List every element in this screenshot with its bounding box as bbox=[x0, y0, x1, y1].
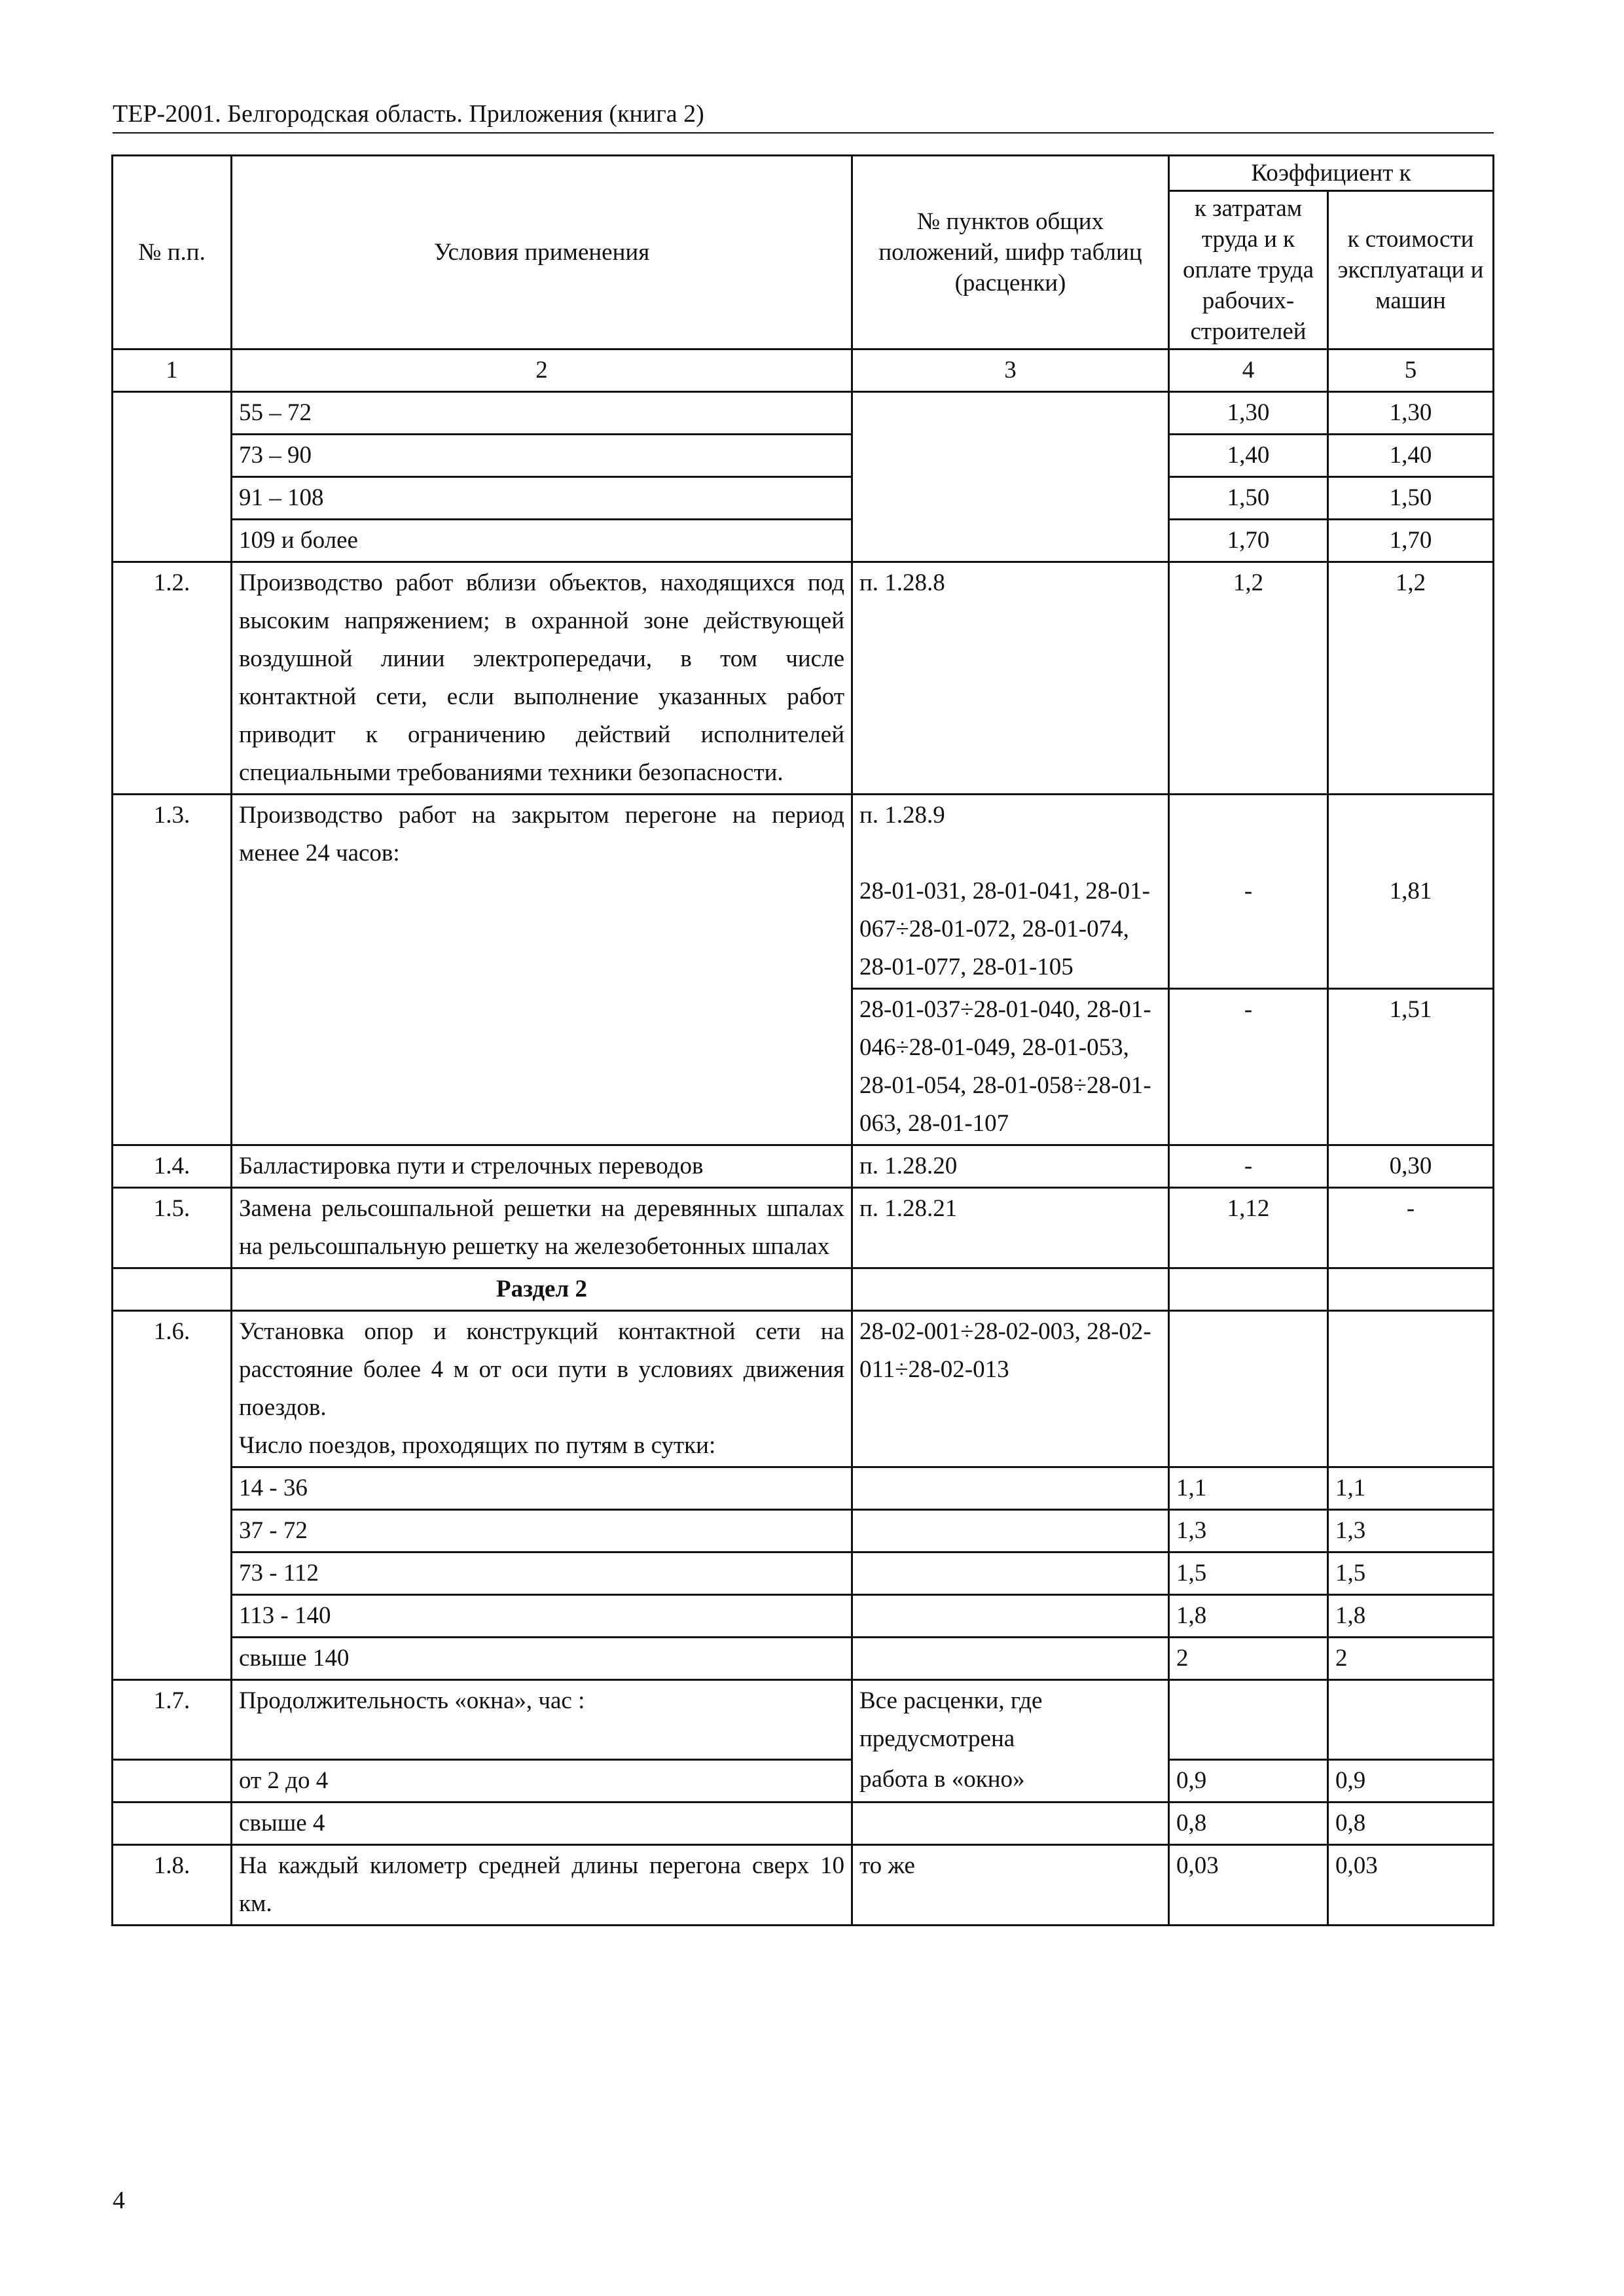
col-number: 3 bbox=[852, 350, 1169, 392]
row-coef-machines: 1,51 bbox=[1328, 989, 1494, 1145]
table-row bbox=[113, 1802, 1494, 1844]
column-number-row bbox=[113, 350, 1494, 392]
row-coef-machines bbox=[1328, 1680, 1494, 1760]
row-num bbox=[113, 392, 232, 562]
page-number: 4 bbox=[113, 2187, 125, 2214]
coefficients-table bbox=[111, 154, 1494, 1926]
row-ref: п. 1.28.21 bbox=[852, 1188, 1169, 1268]
row-condition: свыше 140 bbox=[232, 1638, 852, 1680]
header-row bbox=[113, 156, 1494, 191]
row-coef-labor: 0,03 bbox=[1169, 1844, 1328, 1925]
row-condition bbox=[232, 1311, 852, 1467]
table-row bbox=[113, 1595, 1494, 1638]
row-num bbox=[113, 1802, 232, 1844]
col-number: 2 bbox=[232, 350, 852, 392]
row-condition-text: Установка опор и конструкций контактной сети на расстояние более 4 м от оси пути в условиях движения поездов. bbox=[239, 1318, 844, 1421]
row-coef-labor: 1,12 bbox=[1169, 1188, 1328, 1268]
row-coef-labor: 0,9 bbox=[1169, 1759, 1328, 1802]
row-ref bbox=[852, 1268, 1169, 1311]
row-ref: то же bbox=[852, 1844, 1169, 1925]
row-ref: работа в «окно» bbox=[852, 1759, 1169, 1802]
row-ref bbox=[852, 392, 1169, 562]
row-coef-labor: 1,8 bbox=[1169, 1595, 1328, 1638]
table-row bbox=[113, 1467, 1494, 1510]
table-row bbox=[113, 1510, 1494, 1552]
row-coef-labor: 1,40 bbox=[1169, 435, 1328, 477]
row-coef-machines: 1,40 bbox=[1328, 435, 1494, 477]
row-coef-labor bbox=[1169, 1680, 1328, 1760]
table-row bbox=[113, 1638, 1494, 1680]
row-num: 1.3. bbox=[113, 795, 232, 1145]
table-row bbox=[113, 1311, 1494, 1467]
row-coef-machines: 1,5 bbox=[1328, 1552, 1494, 1595]
row-condition: Замена рельсошпальной решетки на деревянных шпалах на рельсошпальную решетку на железобетонных шпалах bbox=[232, 1188, 852, 1268]
table-row bbox=[113, 435, 1494, 477]
page-header: ТЕР-2001. Белгородская область. Приложения (книга 2) bbox=[113, 98, 1494, 134]
header-coef-machines: к стоимости эксплуатаци и машин bbox=[1328, 191, 1494, 350]
row-coef-machines bbox=[1328, 1268, 1494, 1311]
row-condition: Производство работ вблизи объектов, находящихся под высоким напряжением; в охранной зоне действующей воздушной линии электропередачи, в том числе контактной сети, если выполнение указанных работ приводит к ограничению действий исполнителей специальными требованиями техники безопасности. bbox=[232, 562, 852, 795]
table-row bbox=[113, 1844, 1494, 1925]
row-coef-machines: 1,50 bbox=[1328, 477, 1494, 520]
row-coef-machines: 0,03 bbox=[1328, 1844, 1494, 1925]
row-ref-main: п. 1.28.9 bbox=[859, 802, 945, 829]
header-num: № п.п. bbox=[113, 156, 232, 350]
row-ref bbox=[852, 1552, 1169, 1595]
row-condition: 91 – 108 bbox=[232, 477, 852, 520]
row-coef-machines bbox=[1328, 1311, 1494, 1467]
row-coef-labor bbox=[1169, 1311, 1328, 1467]
row-condition: 73 - 112 bbox=[232, 1552, 852, 1595]
table-row bbox=[113, 1145, 1494, 1188]
table-row bbox=[113, 520, 1494, 562]
row-coef-machines: 0,9 bbox=[1328, 1759, 1494, 1802]
row-num: 1.5. bbox=[113, 1188, 232, 1268]
row-coef-labor bbox=[1169, 1268, 1328, 1311]
row-condition: 55 – 72 bbox=[232, 392, 852, 435]
row-ref bbox=[852, 1595, 1169, 1638]
row-ref: п. 1.28.8 bbox=[852, 562, 1169, 795]
row-num: 1.7. bbox=[113, 1680, 232, 1760]
row-condition: 73 – 90 bbox=[232, 435, 852, 477]
table-row bbox=[113, 1680, 1494, 1760]
row-num: 1.2. bbox=[113, 562, 232, 795]
row-condition-subtext: Число поездов, проходящих по путям в сутки: bbox=[239, 1432, 716, 1459]
row-coef-labor: 1,2 bbox=[1169, 562, 1328, 795]
row-ref bbox=[852, 1510, 1169, 1552]
row-condition: 109 и более bbox=[232, 520, 852, 562]
row-condition: 14 - 36 bbox=[232, 1467, 852, 1510]
col-number: 1 bbox=[113, 350, 232, 392]
row-ref bbox=[852, 1638, 1169, 1680]
row-coef-labor: 1,3 bbox=[1169, 1510, 1328, 1552]
row-coef-machines: 1,1 bbox=[1328, 1467, 1494, 1510]
row-condition: Балластировка пути и стрелочных переводов bbox=[232, 1145, 852, 1188]
col-number: 5 bbox=[1328, 350, 1494, 392]
header-coef-group: Коэффициент к bbox=[1169, 156, 1494, 191]
row-condition: 113 - 140 bbox=[232, 1595, 852, 1638]
table-row bbox=[113, 477, 1494, 520]
row-coef-labor: 2 bbox=[1169, 1638, 1328, 1680]
row-condition: Производство работ на закрытом перегоне на период менее 24 часов: bbox=[232, 795, 852, 1145]
row-coef-machines: 2 bbox=[1328, 1638, 1494, 1680]
header-coef-labor: к затратам труда и к оплате труда рабочих-строителей bbox=[1169, 191, 1328, 350]
row-coef-labor: - bbox=[1169, 989, 1328, 1145]
table-row bbox=[113, 1188, 1494, 1268]
section-heading: Раздел 2 bbox=[232, 1268, 852, 1311]
row-condition: от 2 до 4 bbox=[232, 1759, 852, 1802]
row-coef-labor: - bbox=[1169, 795, 1328, 989]
row-coef-labor: 1,70 bbox=[1169, 520, 1328, 562]
row-num: 1.6. bbox=[113, 1311, 232, 1680]
row-coef-labor: 0,8 bbox=[1169, 1802, 1328, 1844]
row-ref: 28-02-001÷28-02-003, 28-02-011÷28-02-013 bbox=[852, 1311, 1169, 1467]
row-num bbox=[113, 1268, 232, 1311]
row-coef-machines: 1,3 bbox=[1328, 1510, 1494, 1552]
row-num: 1.8. bbox=[113, 1844, 232, 1925]
row-ref: п. 1.28.20 bbox=[852, 1145, 1169, 1188]
row-coef-machines: 1,2 bbox=[1328, 562, 1494, 795]
col-number: 4 bbox=[1169, 350, 1328, 392]
row-condition: Продолжительность «окна», час : bbox=[232, 1680, 852, 1760]
row-coef-machines: 1,30 bbox=[1328, 392, 1494, 435]
row-coef-machines: 1,8 bbox=[1328, 1595, 1494, 1638]
row-num: 1.4. bbox=[113, 1145, 232, 1188]
row-coef-labor: - bbox=[1169, 1145, 1328, 1188]
row-ref-list: 28-01-037÷28-01-040, 28-01-046÷28-01-049, 28-01-053, 28-01-054, 28-01-058÷28-01-063, 28-01-107 bbox=[852, 989, 1169, 1145]
spacer bbox=[859, 834, 1161, 872]
row-coef-labor: 1,1 bbox=[1169, 1467, 1328, 1510]
row-coef-machines: 0,30 bbox=[1328, 1145, 1494, 1188]
header-points: № пунктов общих положений, шифр таблиц (расценки) bbox=[852, 156, 1169, 350]
row-ref bbox=[852, 1467, 1169, 1510]
table-row bbox=[113, 795, 1494, 989]
row-ref bbox=[852, 795, 1169, 989]
table-row bbox=[113, 1552, 1494, 1595]
row-coef-labor: 1,5 bbox=[1169, 1552, 1328, 1595]
row-coef-machines: - bbox=[1328, 1188, 1494, 1268]
row-num bbox=[113, 1759, 232, 1802]
row-ref: Все расценки, где предусмотрена bbox=[852, 1680, 1169, 1760]
row-coef-machines: 1,81 bbox=[1328, 795, 1494, 989]
table-row bbox=[113, 562, 1494, 795]
row-coef-machines: 1,70 bbox=[1328, 520, 1494, 562]
section-row bbox=[113, 1268, 1494, 1311]
row-coef-labor: 1,30 bbox=[1169, 392, 1328, 435]
table-row bbox=[113, 392, 1494, 435]
header-conditions: Условия применения bbox=[232, 156, 852, 350]
row-coef-machines: 0,8 bbox=[1328, 1802, 1494, 1844]
row-ref-list: 28-01-031, 28-01-041, 28-01-067÷28-01-072, 28-01-074, 28-01-077, 28-01-105 bbox=[859, 878, 1150, 980]
row-coef-labor: 1,50 bbox=[1169, 477, 1328, 520]
row-condition: 37 - 72 bbox=[232, 1510, 852, 1552]
table-row bbox=[113, 1759, 1494, 1802]
row-condition: свыше 4 bbox=[232, 1802, 852, 1844]
row-condition: На каждый километр средней длины перегона сверх 10 км. bbox=[232, 1844, 852, 1925]
row-ref bbox=[852, 1802, 1169, 1844]
